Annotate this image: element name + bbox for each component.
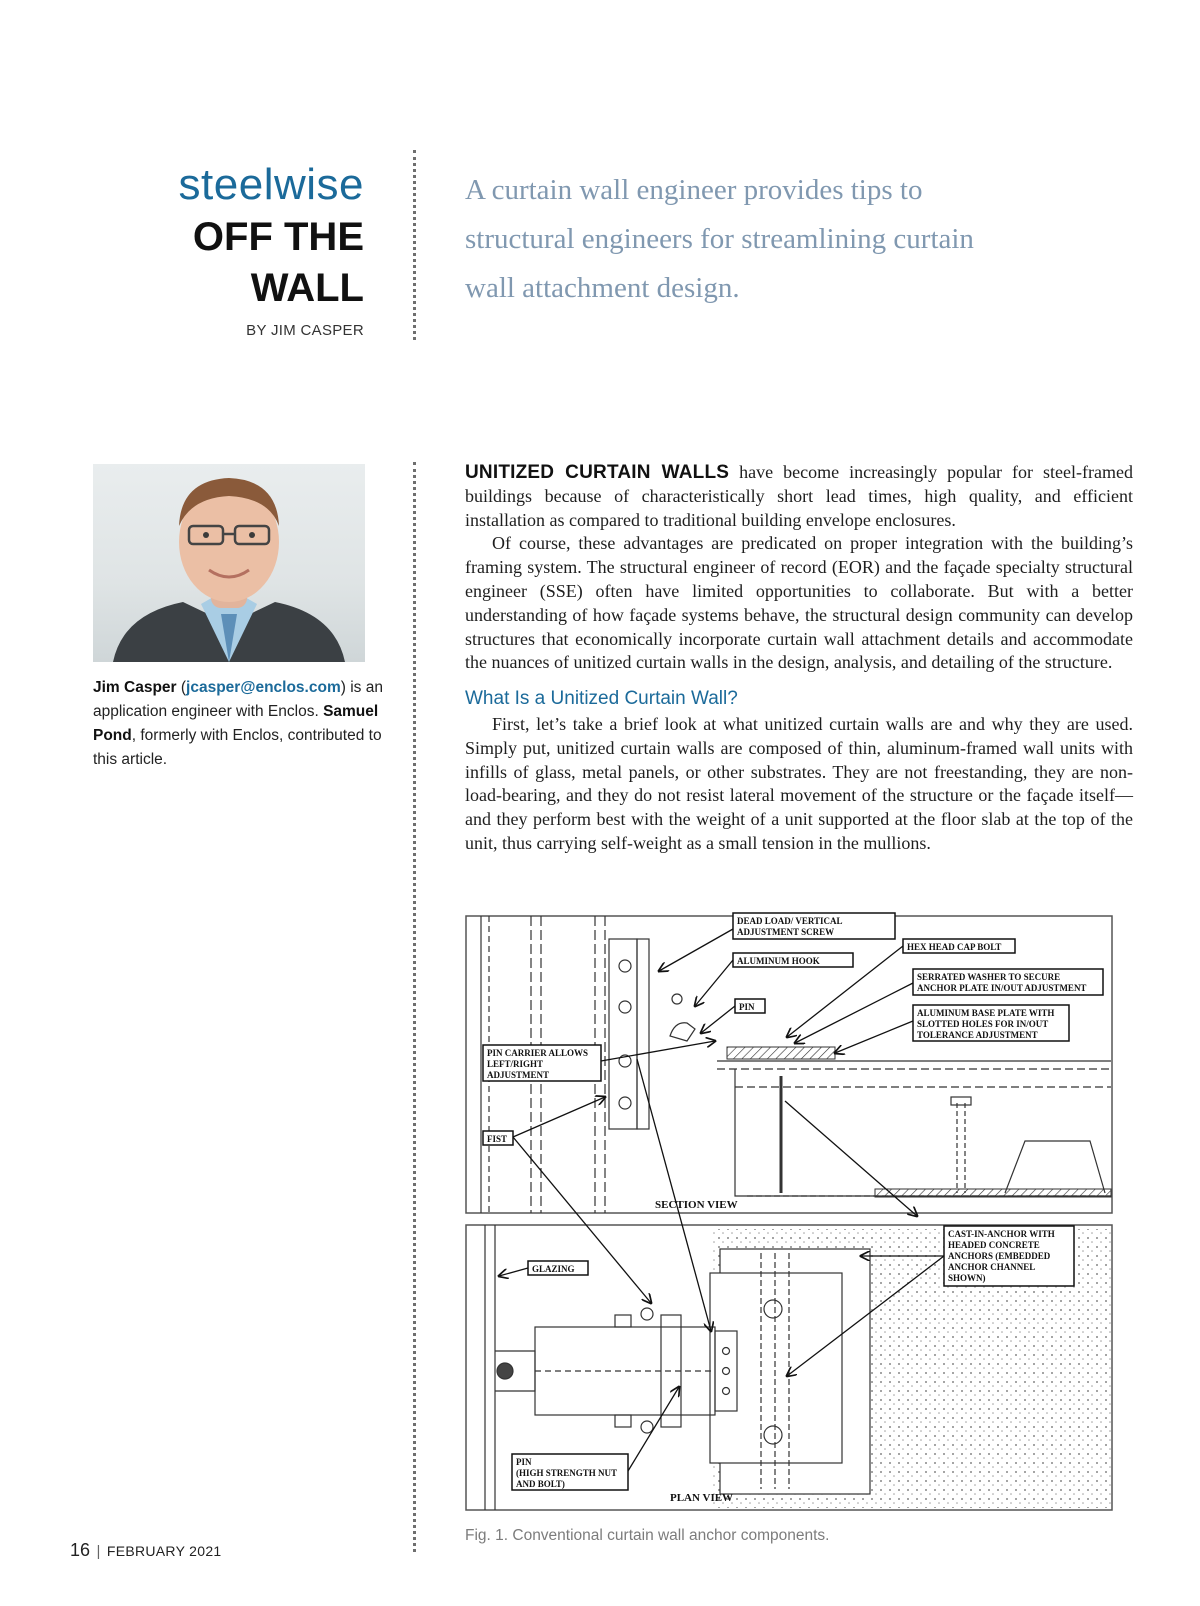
label-cast-in-4: ANCHOR CHANNEL bbox=[948, 1262, 1036, 1272]
article-body bbox=[465, 461, 1133, 856]
label-pin-carrier-3: ADJUSTMENT bbox=[487, 1070, 550, 1080]
label-pin-carrier-1: PIN CARRIER ALLOWS bbox=[487, 1048, 589, 1058]
headline bbox=[193, 212, 364, 314]
paragraph-1 bbox=[465, 461, 1133, 532]
label-cast-in-1: CAST-IN-ANCHOR WITH bbox=[948, 1229, 1055, 1239]
author-photo bbox=[93, 464, 365, 662]
lead-in: UNITIZED CURTAIN WALLS bbox=[465, 462, 730, 483]
base-plate-hatch bbox=[727, 1047, 835, 1059]
paragraph-2: Of course, these advantages are predicated on proper integration with the building’s framing system. The structural engineer of record (EOR) and the façade specialty structural engineer (SSE) often have limited opportunities to collaborate. But with a better understanding of how façade systems behave, the structural design community can develop structures that economically incorporate curtain wall attachment details and accommodate the nuances of unitized curtain walls in the design, analysis, and detailing of the structure. bbox=[465, 533, 1133, 673]
sub-heading: What Is a Unitized Curtain Wall? bbox=[465, 688, 738, 710]
figure-anchor-diagram bbox=[465, 911, 1115, 1511]
label-cast-in-5: SHOWN) bbox=[948, 1273, 986, 1283]
label-section-view: SECTION VIEW bbox=[655, 1199, 738, 1211]
page-number: 16 bbox=[70, 1540, 91, 1560]
label-plan-view: PLAN VIEW bbox=[670, 1492, 734, 1504]
label-dead-load-1: DEAD LOAD/ VERTICAL bbox=[737, 916, 843, 926]
label-cast-in-3: ANCHORS (EMBEDDED bbox=[948, 1251, 1051, 1261]
author-email-link[interactable]: jcasper@enclos.com bbox=[186, 679, 341, 696]
dotted-divider-top bbox=[413, 150, 416, 340]
folio-separator: | bbox=[96, 1543, 101, 1560]
anchor-diagram-svg bbox=[465, 911, 1115, 1511]
author-portrait-illustration bbox=[93, 464, 365, 662]
byline: BY JIM CASPER bbox=[246, 322, 364, 339]
bio-text-1: ) is an application engineer with Enclos. bbox=[93, 679, 383, 720]
paragraph-3: First, let’s take a brief look at what unitized curtain walls are and why they are used. Simply put, unitized curtain walls are composed of thin, aluminum-framed wall units with infills of glass, metal panels, or other substrates. They are not freestanding, they are non-load-bearing, and they do not resist lateral movement of the structure or the façade itself—and they perform best with the weight of a unit supported at the floor slab at the top of the unit, thus carrying self-weight as a small tension in the mullions. bbox=[465, 713, 1133, 853]
label-base-plate-2: SLOTTED HOLES FOR IN/OUT bbox=[917, 1019, 1049, 1029]
page-folio bbox=[70, 1540, 222, 1561]
label-dead-load-2: ADJUSTMENT SCREW bbox=[737, 927, 835, 937]
label-pin-carrier-2: LEFT/RIGHT bbox=[487, 1059, 544, 1069]
slab-hatch bbox=[875, 1189, 1111, 1197]
label-pin2-1: PIN bbox=[516, 1457, 532, 1467]
label-base-plate-1: ALUMINUM BASE PLATE WITH bbox=[917, 1008, 1055, 1018]
label-aluminum-hook: ALUMINUM HOOK bbox=[737, 956, 820, 966]
label-glazing: GLAZING bbox=[532, 1264, 575, 1274]
bio-text-2: , formerly with Enclos, contributed to this article. bbox=[93, 727, 382, 768]
label-hex-bolt: HEX HEAD CAP BOLT bbox=[907, 942, 1002, 952]
label-pin: PIN bbox=[739, 1002, 755, 1012]
label-cast-in-2: HEADED CONCRETE bbox=[948, 1240, 1040, 1250]
label-serrated-2: ANCHOR PLATE IN/OUT ADJUSTMENT bbox=[917, 983, 1087, 993]
label-serrated-1: SERRATED WASHER TO SECURE bbox=[917, 972, 1061, 982]
section-label: steelwise bbox=[178, 160, 364, 209]
bio-name-2: Samuel Pond bbox=[93, 703, 379, 744]
label-base-plate-3: TOLERANCE ADJUSTMENT bbox=[917, 1030, 1038, 1040]
dotted-divider-main bbox=[413, 462, 416, 1552]
issue-date: FEBRUARY 2021 bbox=[106, 1543, 222, 1559]
headline-line-2: WALL bbox=[250, 266, 364, 310]
label-pin2-2: (HIGH STRENGTH NUT bbox=[516, 1468, 618, 1478]
paragraph-1-text: have become increasingly popular for steel-framed buildings because of characteristically short lead times, high quality, and efficient installation as compared to traditional building envelope enclosures. bbox=[465, 462, 1133, 530]
label-fist: FIST bbox=[487, 1134, 508, 1144]
author-bio: Jim Casper (jcasper@enclos.com) is an application engineer with Enclos. Samuel Pond, formerly with Enclos, contributed to this article. bbox=[93, 679, 383, 768]
bio-name-1: Jim Casper bbox=[93, 679, 177, 696]
deck: A curtain wall engineer provides tips to structural engineers for streamlining curtain wall attachment design. bbox=[465, 174, 974, 304]
headline-line-1: OFF THE bbox=[192, 215, 364, 259]
label-pin2-3: AND BOLT) bbox=[516, 1479, 565, 1489]
figure-caption: Fig. 1. Conventional curtain wall anchor components. bbox=[465, 1527, 830, 1544]
